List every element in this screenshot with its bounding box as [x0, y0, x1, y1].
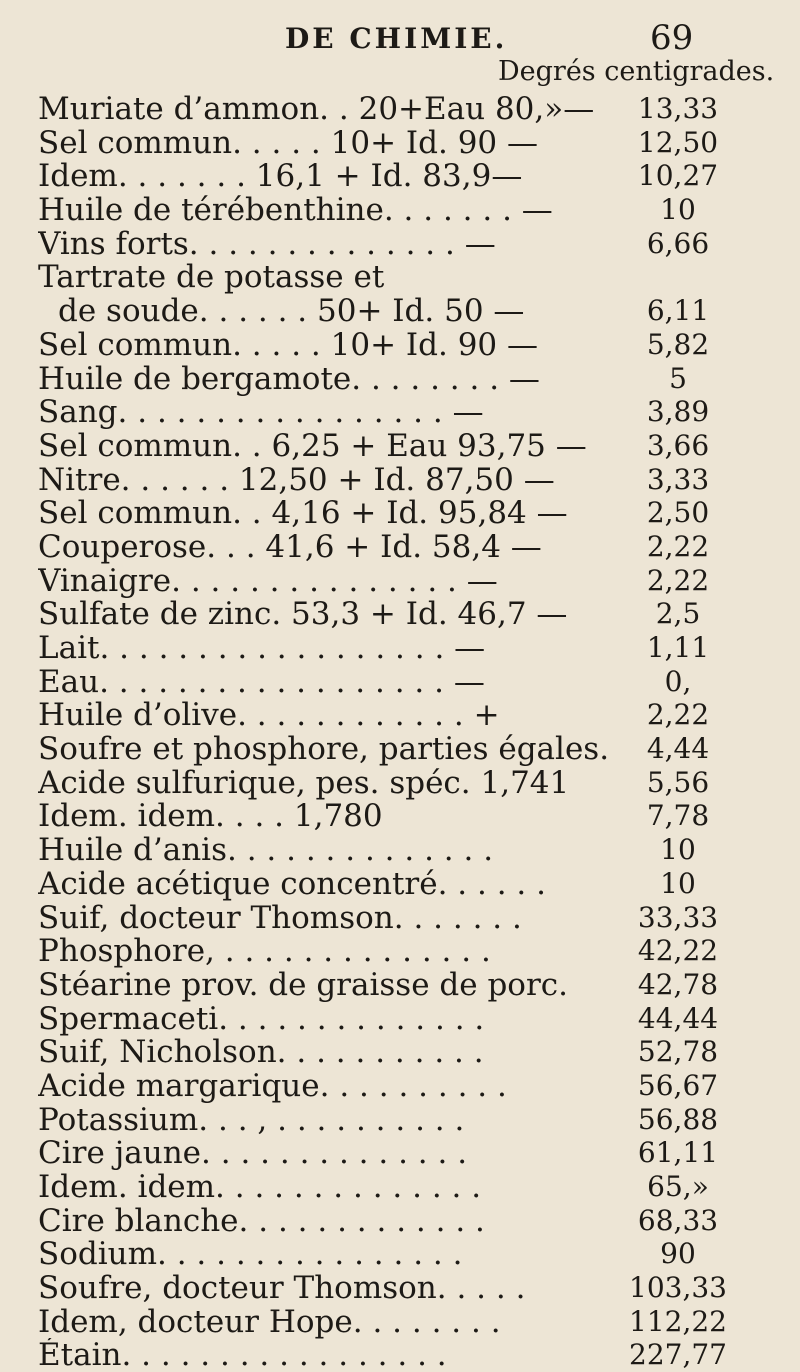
- row-value: 2,22: [646, 563, 710, 597]
- row-value: 90: [660, 1237, 696, 1271]
- row-label: Sel commun. . 6,25 + Eau 93,75 —: [38, 428, 587, 463]
- row-value: 112,22: [629, 1304, 727, 1338]
- row-value: 227,77: [629, 1338, 727, 1372]
- row-value: 5: [669, 361, 687, 395]
- row-value: 68,33: [637, 1203, 719, 1237]
- row-value: 13,33: [637, 92, 719, 125]
- row-value: 1,11: [646, 631, 710, 664]
- row-label: Huile d’anis. . . . . . . . . . . . . .: [38, 833, 494, 868]
- table-row: [38, 395, 768, 429]
- row-label: Cire blanche. . . . . . . . . . . . .: [38, 1203, 485, 1238]
- page-number: 69: [650, 18, 694, 58]
- row-value: 5,56: [646, 765, 710, 799]
- row-label: Sel commun. . 4,16 + Id. 95,84 —: [38, 496, 568, 531]
- row-label: Eau. . . . . . . . . . . . . . . . . . —: [38, 664, 485, 699]
- row-label: Sel commun. . . . . 10+ Id. 90 —: [38, 125, 539, 160]
- row-label: Lait. . . . . . . . . . . . . . . . . . —: [38, 631, 486, 665]
- table-row: [38, 597, 768, 631]
- row-value: 10: [660, 833, 696, 867]
- row-value: 65,»: [647, 1170, 709, 1203]
- table-row: [38, 328, 768, 362]
- table-row: [38, 1271, 768, 1305]
- row-label: Idem. idem. . . . 1,780: [38, 799, 383, 834]
- table-row: [38, 429, 768, 463]
- row-value: 42,22: [637, 934, 719, 968]
- table-row: [38, 968, 768, 1002]
- row-label: Acide acétique concentré. . . . . .: [38, 866, 546, 901]
- row-label: Sel commun. . . . . 10+ Id. 90 —: [38, 327, 539, 362]
- table-row: [38, 1204, 768, 1238]
- column-header: Degrés centigrades.: [498, 56, 775, 87]
- table-row: [38, 1002, 768, 1036]
- table-row: [38, 901, 768, 935]
- table-row: [38, 362, 768, 396]
- table-row: [38, 867, 768, 901]
- row-label: Sulfate de zinc. 53,3 + Id. 46,7 —: [38, 597, 568, 632]
- row-value: 56,67: [637, 1068, 719, 1102]
- row-value: 12,50: [637, 125, 719, 159]
- row-label: Stéarine prov. de graisse de porc.: [38, 967, 568, 1002]
- row-value: 52,78: [637, 1035, 719, 1069]
- row-label: Huile de bergamote. . . . . . . . —: [38, 361, 540, 396]
- table-row: [38, 159, 768, 193]
- row-label: Sang. . . . . . . . . . . . . . . . . —: [38, 395, 484, 430]
- table-row: [38, 260, 768, 294]
- row-value: 3,33: [646, 462, 710, 496]
- table-row: [38, 564, 768, 598]
- row-value: 2,22: [646, 698, 710, 732]
- table-row: [38, 530, 768, 564]
- row-value: 6,66: [646, 226, 710, 260]
- table-row: [38, 463, 768, 497]
- row-label: Vinaigre. . . . . . . . . . . . . . . —: [38, 563, 498, 598]
- row-label: Suif, docteur Thomson. . . . . . .: [38, 900, 522, 935]
- row-label: Soufre et phosphore, parties égales.: [38, 732, 610, 767]
- row-label: Huile d’olive. . . . . . . . . . . . +: [38, 698, 500, 733]
- table-row: [38, 665, 768, 699]
- row-label: Étain. . . . . . . . . . . . . . . . .: [38, 1338, 447, 1372]
- row-value: 2,22: [646, 529, 710, 563]
- row-label: Huile de térébenthine. . . . . . . —: [38, 193, 553, 228]
- table-row: [38, 934, 768, 968]
- row-label: Idem. . . . . . . 16,1 + Id. 83,9—: [38, 159, 523, 194]
- row-label: Sodium. . . . . . . . . . . . . . . .: [38, 1237, 463, 1272]
- row-label: Suif, Nicholson. . . . . . . . . . .: [38, 1035, 484, 1070]
- row-label: Cire jaune. . . . . . . . . . . . . .: [38, 1136, 468, 1171]
- row-value: 10: [660, 193, 696, 227]
- row-value: 103,33: [629, 1271, 727, 1305]
- table-row: [38, 1069, 768, 1103]
- row-value: 6,11: [646, 294, 710, 328]
- row-label: Idem, docteur Hope. . . . . . . .: [38, 1304, 501, 1339]
- row-label: de soude. . . . . . 50+ Id. 50 —: [58, 294, 525, 329]
- table-row: [38, 1305, 768, 1339]
- table-row: [38, 92, 768, 126]
- row-value: 3,66: [646, 428, 710, 462]
- row-label: Nitre. . . . . . 12,50 + Id. 87,50 —: [38, 462, 555, 497]
- row-value: 56,88: [637, 1102, 719, 1136]
- row-value: 5,82: [646, 327, 710, 361]
- table-row: [38, 227, 768, 261]
- table-row: [38, 766, 768, 800]
- row-label: Potassium. . . , . . . . . . . . . .: [38, 1102, 465, 1137]
- row-value: 33,33: [637, 900, 719, 934]
- row-value: 7,78: [646, 799, 710, 833]
- row-value: 0,: [664, 664, 692, 698]
- table-row: [38, 193, 768, 227]
- table-row: [38, 1170, 768, 1204]
- table-row: [38, 833, 768, 867]
- row-value: 44,44: [637, 1001, 719, 1035]
- row-label: Phosphore, . . . . . . . . . . . . . .: [38, 934, 491, 969]
- freezing-points-table: [38, 92, 768, 1372]
- row-label: Acide margarique. . . . . . . . . .: [38, 1068, 507, 1103]
- row-label: Couperose. . . 41,6 + Id. 58,4 —: [38, 529, 542, 564]
- table-row: [38, 1103, 768, 1137]
- row-label: Soufre, docteur Thomson. . . . .: [38, 1271, 526, 1306]
- table-row: [38, 1136, 768, 1170]
- table-row: [38, 1237, 768, 1271]
- row-value: 2,5: [655, 597, 701, 631]
- row-value: 4,44: [646, 732, 710, 766]
- row-label: Muriate d’ammon. . 20+Eau 80,»—: [38, 92, 595, 126]
- row-label: Idem. idem. . . . . . . . . . . . . .: [38, 1170, 482, 1204]
- row-value: 10: [660, 866, 696, 900]
- table-row: [38, 126, 768, 160]
- running-header: DE CHIMIE.: [285, 22, 508, 55]
- row-value: 61,11: [637, 1136, 719, 1170]
- table-row: [38, 799, 768, 833]
- row-label: Tartrate de potasse et: [38, 260, 385, 295]
- row-value: 3,89: [646, 395, 710, 429]
- row-value: 2,50: [646, 496, 710, 530]
- table-row: [38, 631, 768, 665]
- row-value: 42,78: [637, 967, 719, 1001]
- row-label: Acide sulfurique, pes. spéc. 1,741: [38, 765, 570, 800]
- table-row: [38, 1035, 768, 1069]
- table-row: [38, 294, 768, 328]
- table-row: [38, 732, 768, 766]
- table-row: [38, 698, 768, 732]
- table-row: [38, 496, 768, 530]
- table-row: [38, 1338, 768, 1372]
- row-label: Vins forts. . . . . . . . . . . . . . —: [38, 226, 496, 261]
- row-value: 10,27: [637, 159, 719, 193]
- row-label: Spermaceti. . . . . . . . . . . . . .: [38, 1001, 485, 1036]
